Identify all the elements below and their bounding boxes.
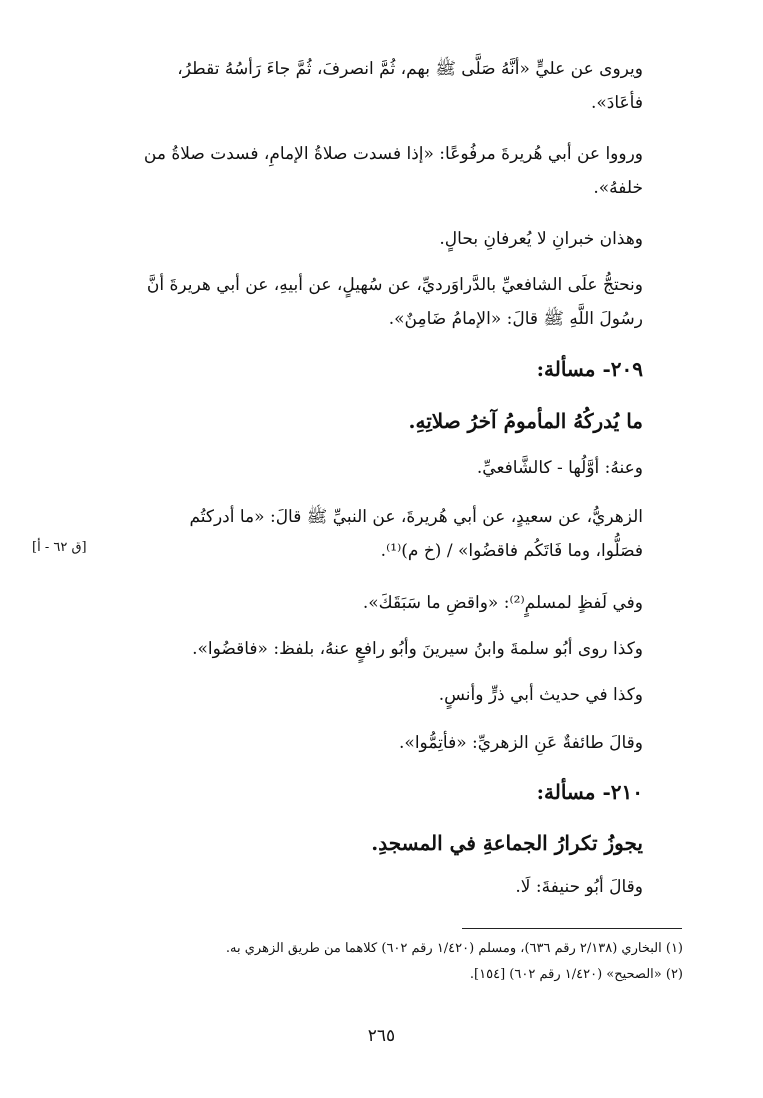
paragraph [110, 500, 643, 568]
text-line: ويروى عن عليٍّ «أنَّهُ صَلَّى ﷺ بهم، ثُمَّ انصرفَ، ثُمَّ جاءَ رَأسُهُ تقطرُ، [177, 59, 643, 79]
paragraph [110, 870, 643, 904]
paragraph [110, 678, 643, 712]
text-line: وكذا روى أبُو سلمةَ وابنُ سيرينَ وأبُو رافعٍ عنهُ، بلفظ: «فاقضُوا». [192, 639, 643, 659]
section-heading [110, 775, 643, 809]
text-line: خلفهُ». [593, 178, 643, 198]
footnote: (١) البخاري (٢/١٣٨ رقم ٦٣٦)، ومسلم (١/٤٢٠ رقم ٦٠٢) كلاهما من طريق الزهري به. [225, 941, 683, 956]
text-line: وهذان خبرانِ لا يُعرفانِ بحالٍ. [439, 229, 643, 249]
section-title [110, 404, 643, 438]
section-heading [110, 352, 643, 386]
footnotes [90, 936, 683, 988]
paragraph [110, 268, 643, 336]
paragraph [110, 137, 643, 205]
paragraph [110, 632, 643, 666]
manuscript-folio-marker: [ق ٦٢ - أ] [32, 540, 87, 555]
text-line: ونحتجُّ علَى الشافعيِّ بالدَّراوَرديِّ، عن سُهيلٍ، عن أبيهِ، عن أبي هريرةَ أنَّ [146, 275, 643, 295]
text-line: وقالَ أبُو حنيفةَ: لَا. [515, 877, 643, 897]
text-line: ورووا عن أبي هُريرةَ مرفُوعًا: «إذا فسدت صلاةُ الإمامِ، فسدت صلاةُ من [143, 144, 643, 164]
footnote-divider [462, 928, 682, 929]
text-line: وفي لَفظٍ لمسلمٍ⁽²⁾: «واقضِ ما سَبَقَكَ». [362, 593, 643, 613]
text-line: فأعَادَ». [590, 93, 643, 113]
paragraph [110, 222, 643, 256]
heading-line: يجوزُ تكرارُ الجماعةِ في المسجدِ. [371, 831, 643, 855]
paragraph [110, 586, 643, 620]
heading-line: ٢٠٩- مسألة: [536, 357, 643, 381]
text-line: وعنهُ: أوَّلُها - كالشَّافعيِّ. [476, 458, 643, 478]
text-line: فصَلُّوا، وما فَاتَكُم فاقضُوا» / (خ م)⁽¹⁾. [380, 541, 643, 561]
heading-line: ما يُدركُهُ المأمومُ آخرُ صلاتِهِ. [408, 409, 643, 433]
footnote: (٢) «الصحيح» (١/٤٢٠ رقم ٦٠٢) [١٥٤]. [469, 967, 683, 982]
text-line: الزهريُّ، عن سعيدٍ، عن أبي هُريرةَ، عن النبيِّ ﷺ قالَ: «ما أدركتُم [189, 507, 643, 527]
text-line: وقالَ طائفةٌ عَنِ الزهريِّ: «فأتِمُّوا». [399, 733, 643, 753]
text-line: وكذا في حديث أبي ذرٍّ وأنسٍ. [438, 685, 643, 705]
text-line: رسُولَ اللَّهِ ﷺ قالَ: «الإمامُ ضَامِنٌ». [388, 309, 643, 329]
paragraph [110, 451, 643, 485]
heading-line: ٢١٠- مسألة: [536, 780, 643, 804]
section-title [110, 826, 643, 860]
page-number: ٢٦٥ [367, 1026, 396, 1046]
paragraph [110, 726, 643, 760]
paragraph [110, 52, 643, 120]
